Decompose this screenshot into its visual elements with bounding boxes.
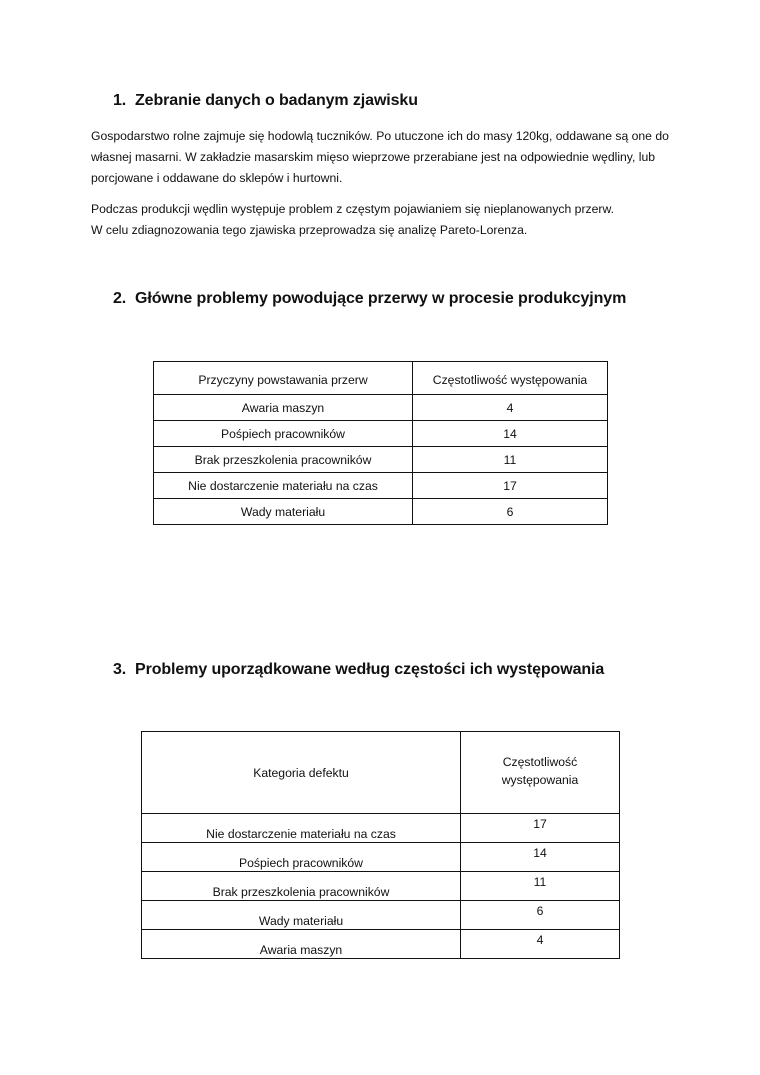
frequency-cell: 11 <box>461 872 620 901</box>
table-row <box>154 473 608 499</box>
frequency-cell: 14 <box>413 421 608 447</box>
section-2-heading <box>113 290 626 308</box>
table-row <box>154 447 608 473</box>
paragraph-1-text: Gospodarstwo rolne zajmuje się hodowlą tuczników. Po utuczone ich do masy 120kg, oddawane są one do własnej masarni. W zakładzie masarskim mięso wieprzowe przerabiane jest na odpowiednie wędliny, lub porcjowane i oddawane do sklepów i hurtowni. <box>91 129 669 185</box>
section-1-paragraph-1 <box>91 126 681 189</box>
sorted-defects-table <box>141 731 620 959</box>
table-row <box>142 843 620 872</box>
cause-cell: Brak przeszkolenia pracowników <box>154 447 413 473</box>
table-row <box>154 499 608 525</box>
section-2-number: 2. <box>113 290 127 307</box>
cause-cell: Awaria maszyn <box>154 395 413 421</box>
frequency-cell: 17 <box>461 814 620 843</box>
table-row <box>142 872 620 901</box>
frequency-cell: 4 <box>413 395 608 421</box>
table-row <box>154 421 608 447</box>
section-3-number: 3. <box>113 661 127 678</box>
table-row <box>142 930 620 959</box>
table-header-row <box>154 362 608 395</box>
frequency-cell: 11 <box>413 447 608 473</box>
frequency-cell: 6 <box>413 499 608 525</box>
causes-table <box>153 361 608 525</box>
section-3-heading <box>113 661 604 679</box>
section-1-title: Zebranie danych o badanym zjawisku <box>135 92 418 109</box>
header-frequency-line-2: występowania <box>501 772 579 787</box>
header-cause: Przyczyny powstawania przerw <box>154 362 413 395</box>
header-frequency: Częstotliwość występowania <box>413 362 608 395</box>
table-row <box>142 814 620 843</box>
category-cell: Awaria maszyn <box>142 930 461 959</box>
table-row <box>142 901 620 930</box>
table-row <box>154 395 608 421</box>
header-frequency-line-1: Częstotliwość <box>502 754 578 769</box>
category-cell: Brak przeszkolenia pracowników <box>142 872 461 901</box>
cause-cell: Wady materiału <box>154 499 413 525</box>
section-3-title: Problemy uporządkowane według częstości ich występowania <box>135 661 605 678</box>
table-header-row <box>142 732 620 814</box>
cause-cell: Nie dostarczenie materiału na czas <box>154 473 413 499</box>
category-cell: Nie dostarczenie materiału na czas <box>142 814 461 843</box>
section-1-heading <box>113 92 418 110</box>
header-category: Kategoria defektu <box>142 732 461 814</box>
section-1-number: 1. <box>113 92 127 109</box>
frequency-cell: 17 <box>413 473 608 499</box>
header-frequency <box>461 732 620 814</box>
section-2-title: Główne problemy powodujące przerwy w procesie produkcyjnym <box>135 290 627 307</box>
cause-cell: Pośpiech pracowników <box>154 421 413 447</box>
paragraph-2-line-1: Podczas produkcji wędlin występuje problem z częstym pojawianiem się nieplanowanych przerw. <box>91 202 614 216</box>
category-cell: Pośpiech pracowników <box>142 843 461 872</box>
category-cell: Wady materiału <box>142 901 461 930</box>
frequency-cell: 6 <box>461 901 620 930</box>
paragraph-2-line-2: W celu zdiagnozowania tego zjawiska przeprowadza się analizę Pareto-Lorenza. <box>91 223 528 237</box>
frequency-cell: 4 <box>461 930 620 959</box>
section-1-paragraph-2 <box>91 199 681 241</box>
frequency-cell: 14 <box>461 843 620 872</box>
